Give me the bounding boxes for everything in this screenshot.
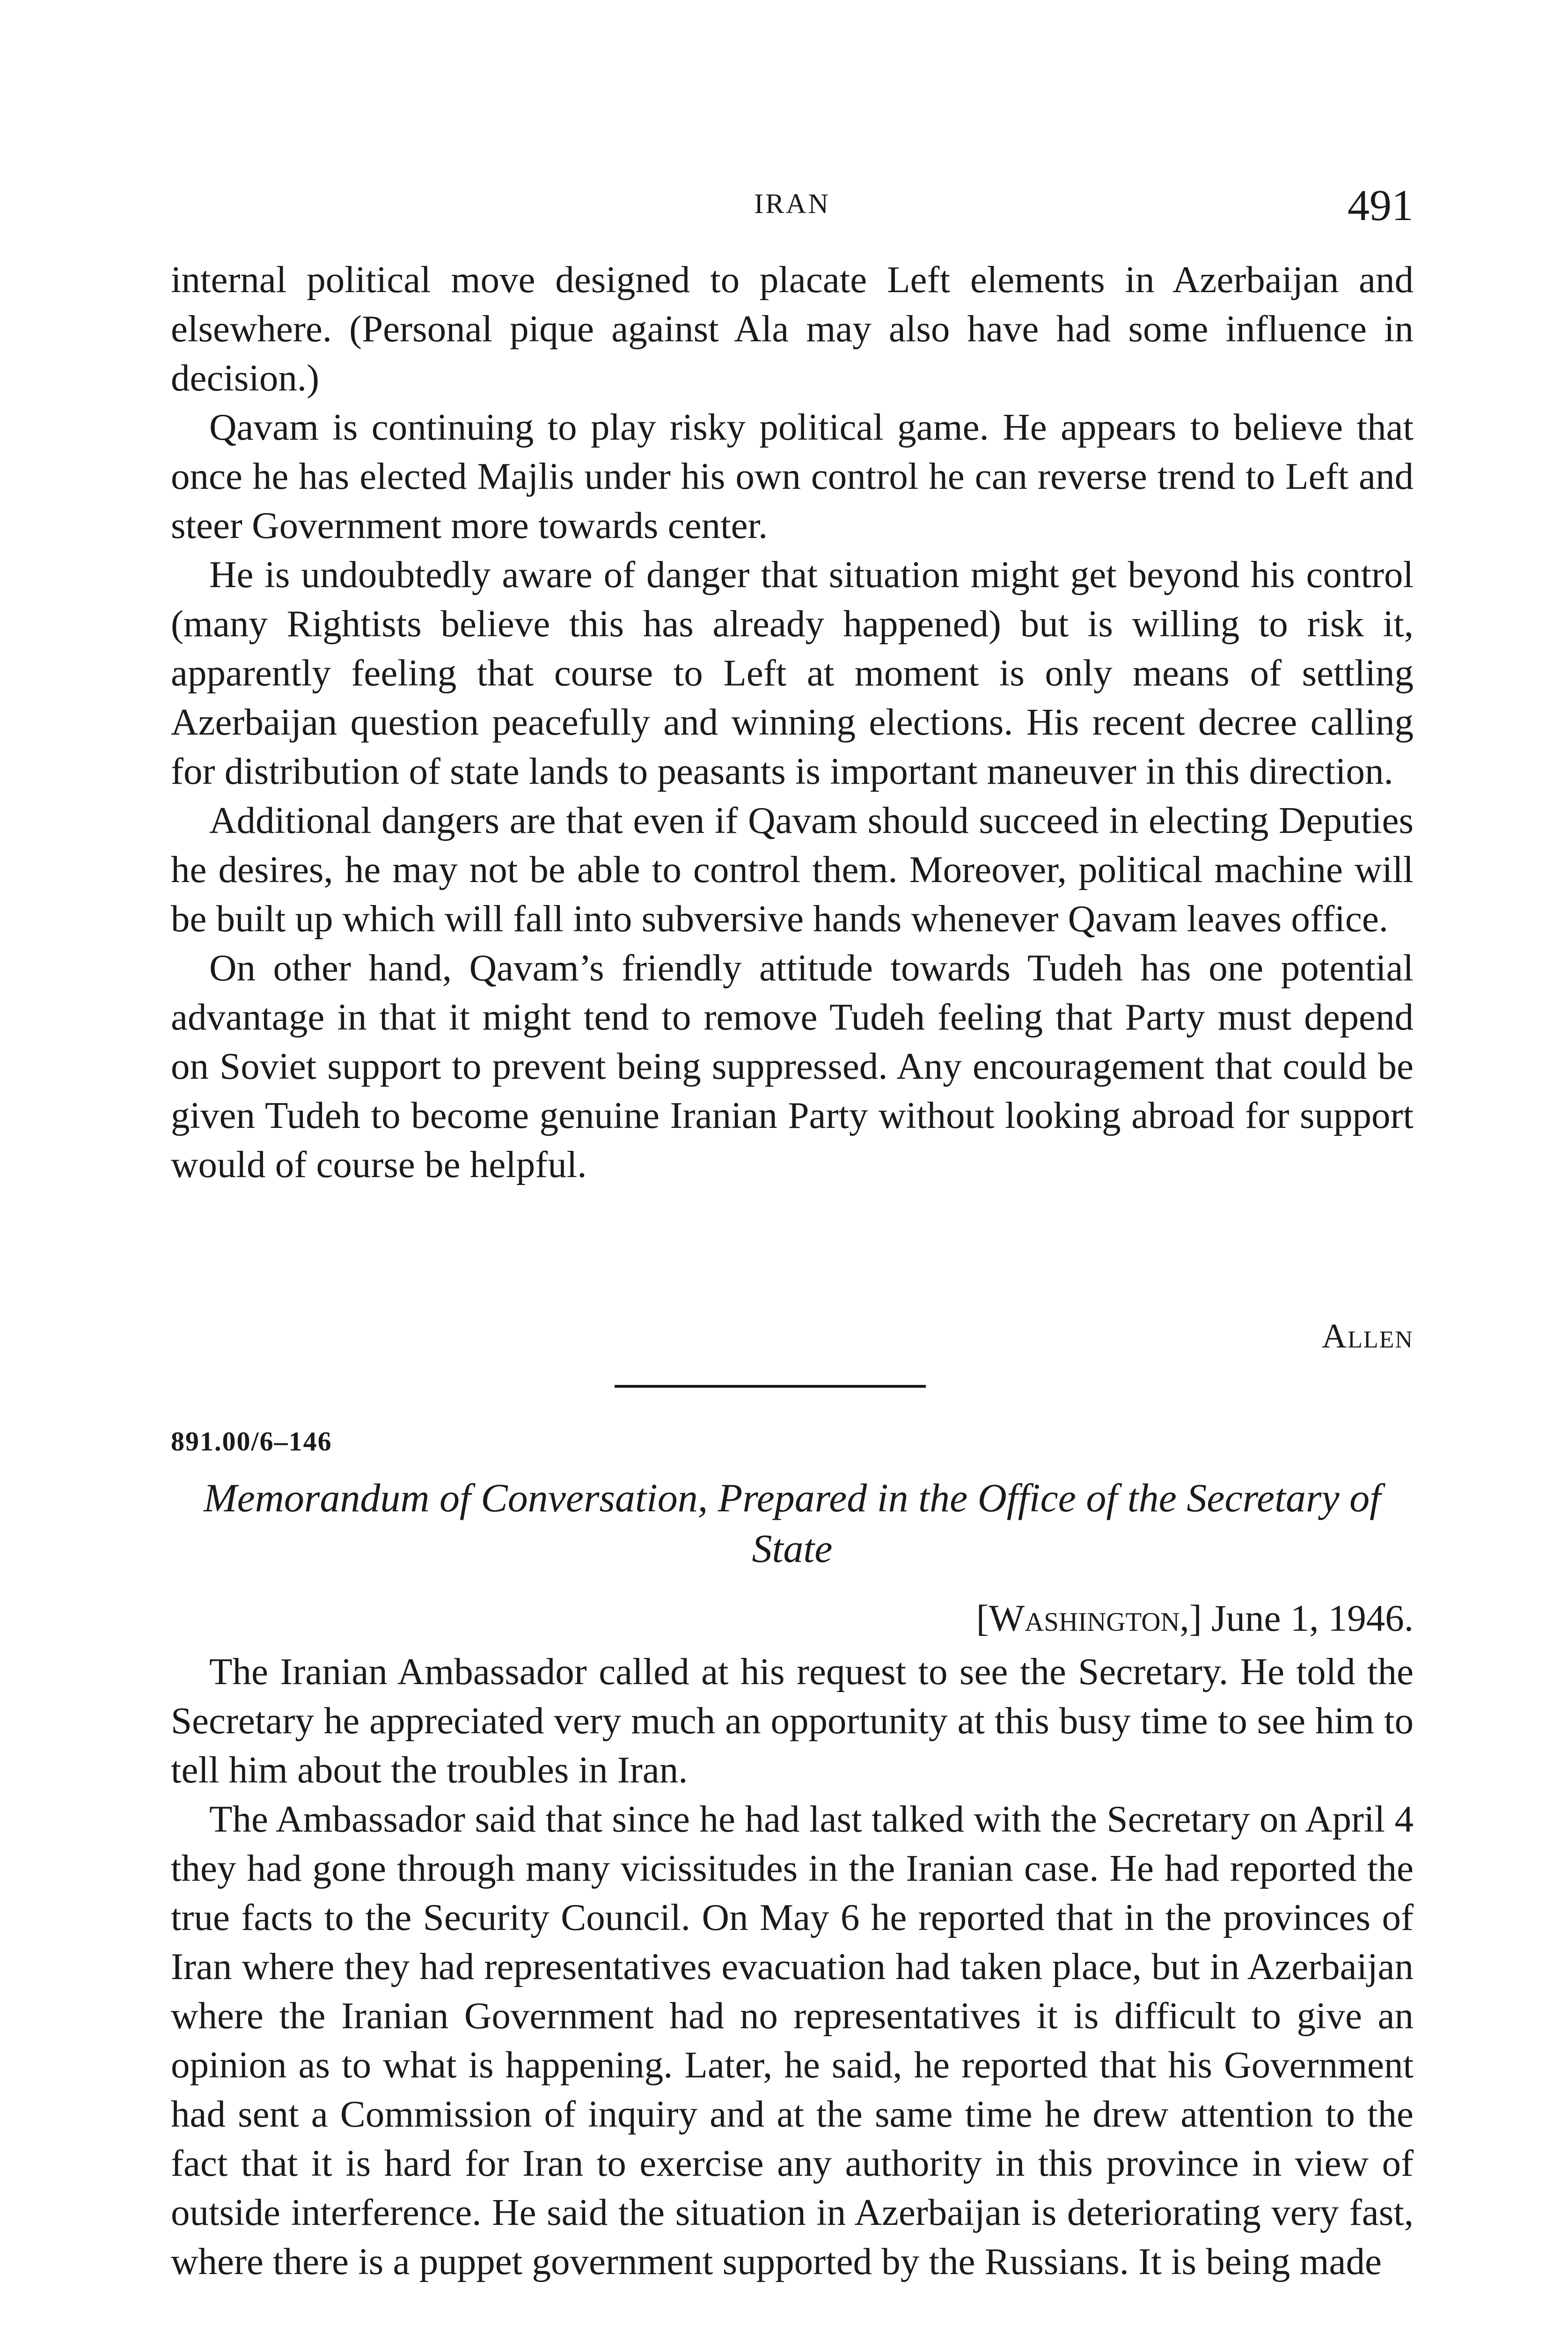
signature: Allen [1321, 1317, 1414, 1355]
dateline-date: June 1, 1946. [1211, 1597, 1414, 1639]
telegram-body [171, 255, 1414, 1189]
memorandum-paragraph-2: The Ambassador said that since he had last talked with the Secretary on April 4 they had gone through many vicissitudes in the Iranian case. He had reported the true facts to the Security Council. On May 6 he reported that in the provinces of Iran where they had representatives evacuation had taken place, but in Azerbaijan where the Iranian Government had no representatives it is difficult to give an opinion as to what is happening. Later, he said, he reported that his Government had sent a Commission of inquiry and at the same time he drew attention to the fact that it is hard for Iran to exercise any authority in this province in view of outside interference. He said the situation in Azerbaijan is deteriorating very fast, where there is a puppet government supported by the Russians. It is being made [171, 1798, 1414, 2282]
file-number: 891.00/6–146 [171, 1426, 332, 1457]
telegram-paragraph-5: On other hand, Qavam’s friendly attitude towards Tudeh has one potential advantage in that it might tend to remove Tudeh feeling that Party must depend on Soviet support to prevent being suppressed. Any encouragement that could be given Tudeh to become genuine Iranian Party without looking abroad for support would of course be helpful. [171, 947, 1414, 1185]
telegram-paragraph-4: Additional dangers are that even if Qavam should succeed in electing Deputies he desires, he may not be able to control them. Moreover, political machine will be built up which will fall into subversive hands whenever Qavam leaves office. [171, 799, 1414, 940]
telegram-paragraph-3: He is undoubtedly aware of danger that situation might get beyond his control (many Rightists believe this has already happened) but is willing to risk it, apparently feeling that course to Left at moment is only means of settling Azerbaijan question peacefully and winning elections. His recent decree calling for distribution of state lands to peasants is important maneuver in this direction. [171, 553, 1414, 792]
page-number: 491 [1348, 181, 1414, 230]
telegram-paragraph-1: internal political move designed to placate Left elements in Azerbaijan and elsewhere. (Personal pique against Ala may also have had some influence in decision.) [171, 258, 1414, 399]
dateline [976, 1597, 1414, 1640]
memorandum-paragraph-1: The Iranian Ambassador called at his request to see the Secretary. He told the Secretary he appreciated very much an opportunity at this busy time to see him to tell him about the troubles in Iran. [171, 1650, 1414, 1791]
telegram-paragraph-2: Qavam is continuing to play risky political game. He appears to believe that once he has elected Majlis under his own control he can reverse trend to Left and steer Government more towards center. [171, 406, 1414, 546]
section-divider [615, 1385, 926, 1388]
memorandum-body [171, 1647, 1414, 2286]
running-title: IRAN [754, 188, 830, 219]
dateline-place: [Washington,] [976, 1597, 1202, 1639]
memorandum-title: Memorandum of Conversation, Prepared in the Office of the Secretary of State [204, 1475, 1381, 1571]
running-head [171, 180, 1414, 232]
